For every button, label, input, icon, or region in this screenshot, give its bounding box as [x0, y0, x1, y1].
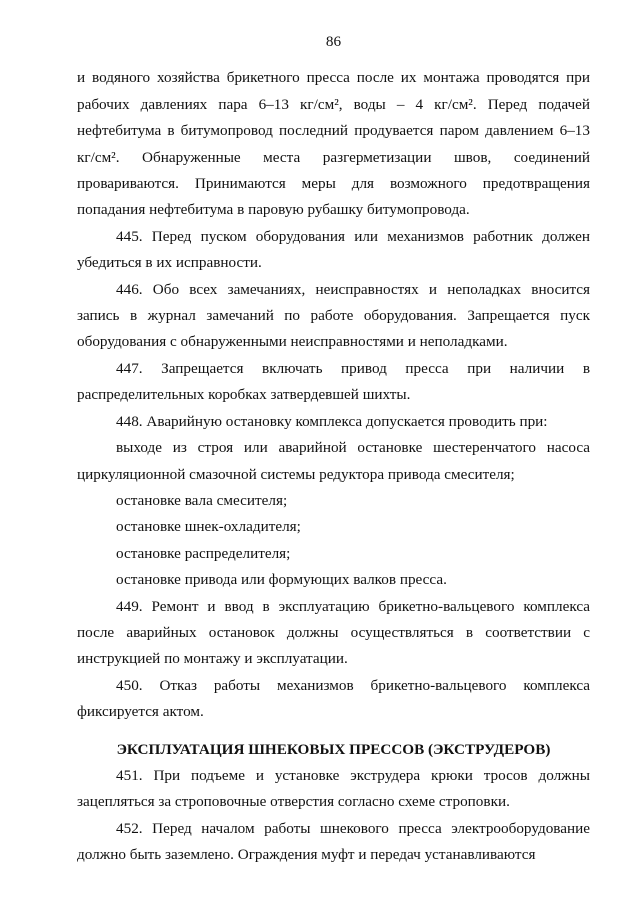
- list-item-448-2: остановке вала смесителя;: [116, 491, 288, 509]
- list-item-448-1: выходе из строя или аварийной остановке шестеренчатого насоса циркуляционной смазочной системы редуктора привода смесителя;: [77, 439, 590, 483]
- page-number: 86: [325, 33, 342, 50]
- list-item-448-5: остановке привода или формующих валков пресса.: [116, 571, 447, 589]
- section-heading: ЭКСПЛУАТАЦИЯ ШНЕКОВЫХ ПРЕССОВ (ЭКСТРУДЕРОВ): [116, 740, 551, 758]
- paragraph-450: 450. Отказ работы механизмов брикетно-вальцевого комплекса фиксируется актом.: [77, 676, 590, 721]
- paragraph-451: 451. При подъеме и установке экструдера крюки тросов должны зацепляться за строповочные отверстия согласно схеме строповки.: [77, 766, 590, 811]
- paragraph-452: 452. Перед началом работы шнекового пресса электрооборудование должно быть заземлено. Ограждения муфт и передач устанавливаются: [77, 819, 590, 864]
- paragraph-continuation: и водяного хозяйства брикетного пресса после их монтажа проводятся при рабочих давлениях пара 6–13 кг/см², воды – 4 кг/см². Перед подачей нефтебитума в битумопровод последний продувается паром давлением 6–13 кг/см². Обнаруженные места разгерметизации швов, соединений провариваются. Принимаются меры для возможного предотвращения попадания нефтебитума в паровую рубашку битумопровода.: [77, 69, 590, 219]
- list-item-448-4: остановке распределителя;: [116, 544, 291, 562]
- paragraph-446: 446. Обо всех замечаниях, неисправностях и неполадках вносится запись в журнал замечаний по работе оборудования. Запрещается пуск оборудования с обнаруженными неисправностями и неполадками.: [77, 280, 590, 351]
- list-item-448-3: остановке шнек-охладителя;: [116, 518, 301, 536]
- paragraph-448: 448. Аварийную остановку комплекса допускается проводить при:: [116, 412, 548, 430]
- paragraph-445: 445. Перед пуском оборудования или механизмов работник должен убедиться в их исправности.: [77, 227, 590, 272]
- paragraph-447: 447. Запрещается включать привод пресса при наличии в распределительных коробках затвердевшей шихты.: [77, 359, 590, 404]
- paragraph-449: 449. Ремонт и ввод в эксплуатацию брикетно-вальцевого комплекса после аварийных остановок должны осуществляться в соответствии с инструкцией по монтажу и эксплуатации.: [77, 597, 590, 668]
